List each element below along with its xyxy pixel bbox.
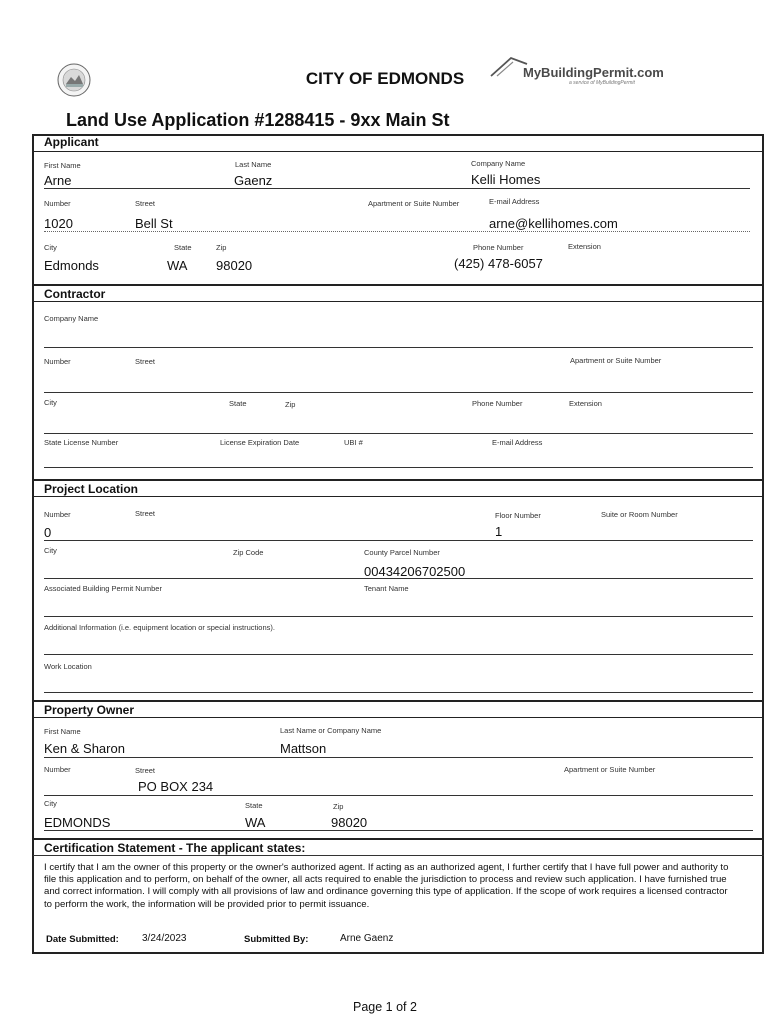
applicant-first-name[interactable]: Arne xyxy=(44,173,72,188)
owner-last-name-label: Last Name or Company Name xyxy=(280,726,382,735)
project-permit-field[interactable] xyxy=(44,616,753,617)
contractor-state-label: State xyxy=(229,399,247,408)
applicant-zip[interactable]: 98020 xyxy=(216,258,253,273)
applicant-phone[interactable]: (425) 478-6057 xyxy=(454,256,543,271)
applicant-section-header: Applicant xyxy=(33,134,764,152)
project-additional-info-label: Additional Information (i.e. equipment location or special instructions). xyxy=(44,623,275,632)
applicant-company-label: Company Name xyxy=(471,159,526,168)
contractor-company-field[interactable] xyxy=(44,347,753,348)
project-tenant-label: Tenant Name xyxy=(364,584,409,593)
project-location-section-header: Project Location xyxy=(33,479,764,497)
project-number-label: Number xyxy=(44,510,71,519)
brand-tagline: a service of MyBuildingPermit xyxy=(569,80,635,86)
project-street-label: Street xyxy=(135,509,156,518)
form-border xyxy=(32,134,764,954)
owner-state[interactable]: WA xyxy=(245,815,266,830)
owner-city[interactable]: EDMONDS xyxy=(44,815,111,830)
contractor-apt-label: Apartment or Suite Number xyxy=(570,356,662,365)
applicant-email[interactable]: arne@kellihomes.com xyxy=(489,216,618,231)
applicant-extension-label: Extension xyxy=(568,242,601,251)
applicant-last-name-label: Last Name xyxy=(235,160,272,169)
project-assoc-permit-label: Associated Building Permit Number xyxy=(44,584,162,593)
applicant-zip-label: Zip xyxy=(216,243,227,252)
owner-last-name[interactable]: Mattson xyxy=(280,741,327,756)
contractor-city-label: City xyxy=(44,398,57,407)
org-title: CITY OF EDMONDS xyxy=(305,69,465,88)
contractor-city-field[interactable] xyxy=(44,433,753,434)
owner-first-name[interactable]: Ken & Sharon xyxy=(44,741,125,756)
applicant-city[interactable]: Edmonds xyxy=(44,258,99,273)
contractor-street-label: Street xyxy=(135,357,156,366)
applicant-first-name-label: First Name xyxy=(44,161,81,170)
date-submitted: 3/24/2023 xyxy=(142,933,187,944)
divider xyxy=(44,540,753,541)
contractor-company-label: Company Name xyxy=(44,314,99,323)
project-work-location-field[interactable] xyxy=(44,692,753,693)
applicant-state[interactable]: WA xyxy=(167,258,188,273)
contractor-phone-label: Phone Number xyxy=(472,399,523,408)
project-additional-info-field[interactable] xyxy=(44,654,753,655)
applicant-number-label: Number xyxy=(44,199,71,208)
owner-city-label: City xyxy=(44,799,57,808)
contractor-email-label: E-mail Address xyxy=(492,438,543,447)
page-number: Page 1 of 2 xyxy=(353,1000,417,1014)
project-suite-label: Suite or Room Number xyxy=(601,510,678,519)
contractor-section-header: Contractor xyxy=(33,284,764,302)
owner-street[interactable]: PO BOX 234 xyxy=(138,779,214,794)
applicant-phone-label: Phone Number xyxy=(473,243,524,252)
contractor-zip-label: Zip xyxy=(285,400,296,409)
divider xyxy=(44,757,753,758)
contractor-number-label: Number xyxy=(44,357,71,366)
project-parcel[interactable]: 00434206702500 xyxy=(364,564,466,579)
applicant-street-label: Street xyxy=(135,199,156,208)
contractor-extension-label: Extension xyxy=(569,399,602,408)
applicant-city-label: City xyxy=(44,243,57,252)
divider xyxy=(44,188,750,189)
owner-state-label: State xyxy=(245,801,263,810)
owner-first-name-label: First Name xyxy=(44,727,81,736)
applicant-street[interactable]: Bell St xyxy=(135,216,173,231)
project-city-label: City xyxy=(44,546,57,555)
project-work-location-label: Work Location xyxy=(44,662,92,671)
contractor-license-exp-label: License Expiration Date xyxy=(220,438,300,447)
certification-section-header: Certification Statement - The applicant states: xyxy=(33,838,764,856)
applicant-company[interactable]: Kelli Homes xyxy=(471,172,541,187)
document-title: Land Use Application #1288415 - 9xx Main St xyxy=(66,110,450,130)
mybuildingpermit-logo xyxy=(489,52,669,88)
contractor-license-label: State License Number xyxy=(44,438,119,447)
submitted-by: Arne Gaenz xyxy=(340,933,394,944)
applicant-number[interactable]: 1020 xyxy=(44,216,73,231)
brand-name: MyBuildingPermit.com xyxy=(523,65,664,80)
owner-street-label: Street xyxy=(135,766,156,775)
contractor-address-field[interactable] xyxy=(44,392,753,393)
contractor-license-field[interactable] xyxy=(44,467,753,468)
project-number[interactable]: 0 xyxy=(44,525,52,540)
contractor-ubi-label: UBI # xyxy=(344,438,363,447)
date-submitted-label: Date Submitted: xyxy=(46,934,119,945)
applicant-email-label: E-mail Address xyxy=(489,197,540,206)
property-owner-section-header: Property Owner xyxy=(33,700,764,718)
project-floor-label: Floor Number xyxy=(495,511,541,520)
owner-number-label: Number xyxy=(44,765,71,774)
divider xyxy=(44,795,753,796)
certification-text: I certify that I am the owner of this property or the owner's authorized agent. If acting as an authorized agent, I further certify that I have full power and authority to file this application and to perform, on behalf of the owner, all acts required to enable the jurisdiction to process and review such application. I have furnished true and correct information. I will comply with all provisions of law and ordinance governing this type of application. If the scope of work requires a licensed contractor to perform the work, the information will be provided prior to permit issuance. xyxy=(44,862,729,910)
divider xyxy=(44,578,753,579)
project-zip-label: Zip Code xyxy=(233,548,264,557)
owner-apt-label: Apartment or Suite Number xyxy=(564,765,656,774)
applicant-last-name[interactable]: Gaenz xyxy=(234,173,273,188)
applicant-state-label: State xyxy=(174,243,192,252)
applicant-apt-label: Apartment or Suite Number xyxy=(368,199,460,208)
owner-zip[interactable]: 98020 xyxy=(331,815,368,830)
project-floor[interactable]: 1 xyxy=(495,524,503,539)
divider xyxy=(44,231,750,232)
submitted-by-label: Submitted By: xyxy=(244,934,309,945)
divider xyxy=(44,830,753,831)
project-parcel-label: County Parcel Number xyxy=(364,548,440,557)
owner-zip-label: Zip xyxy=(333,802,344,811)
divider xyxy=(33,855,764,856)
